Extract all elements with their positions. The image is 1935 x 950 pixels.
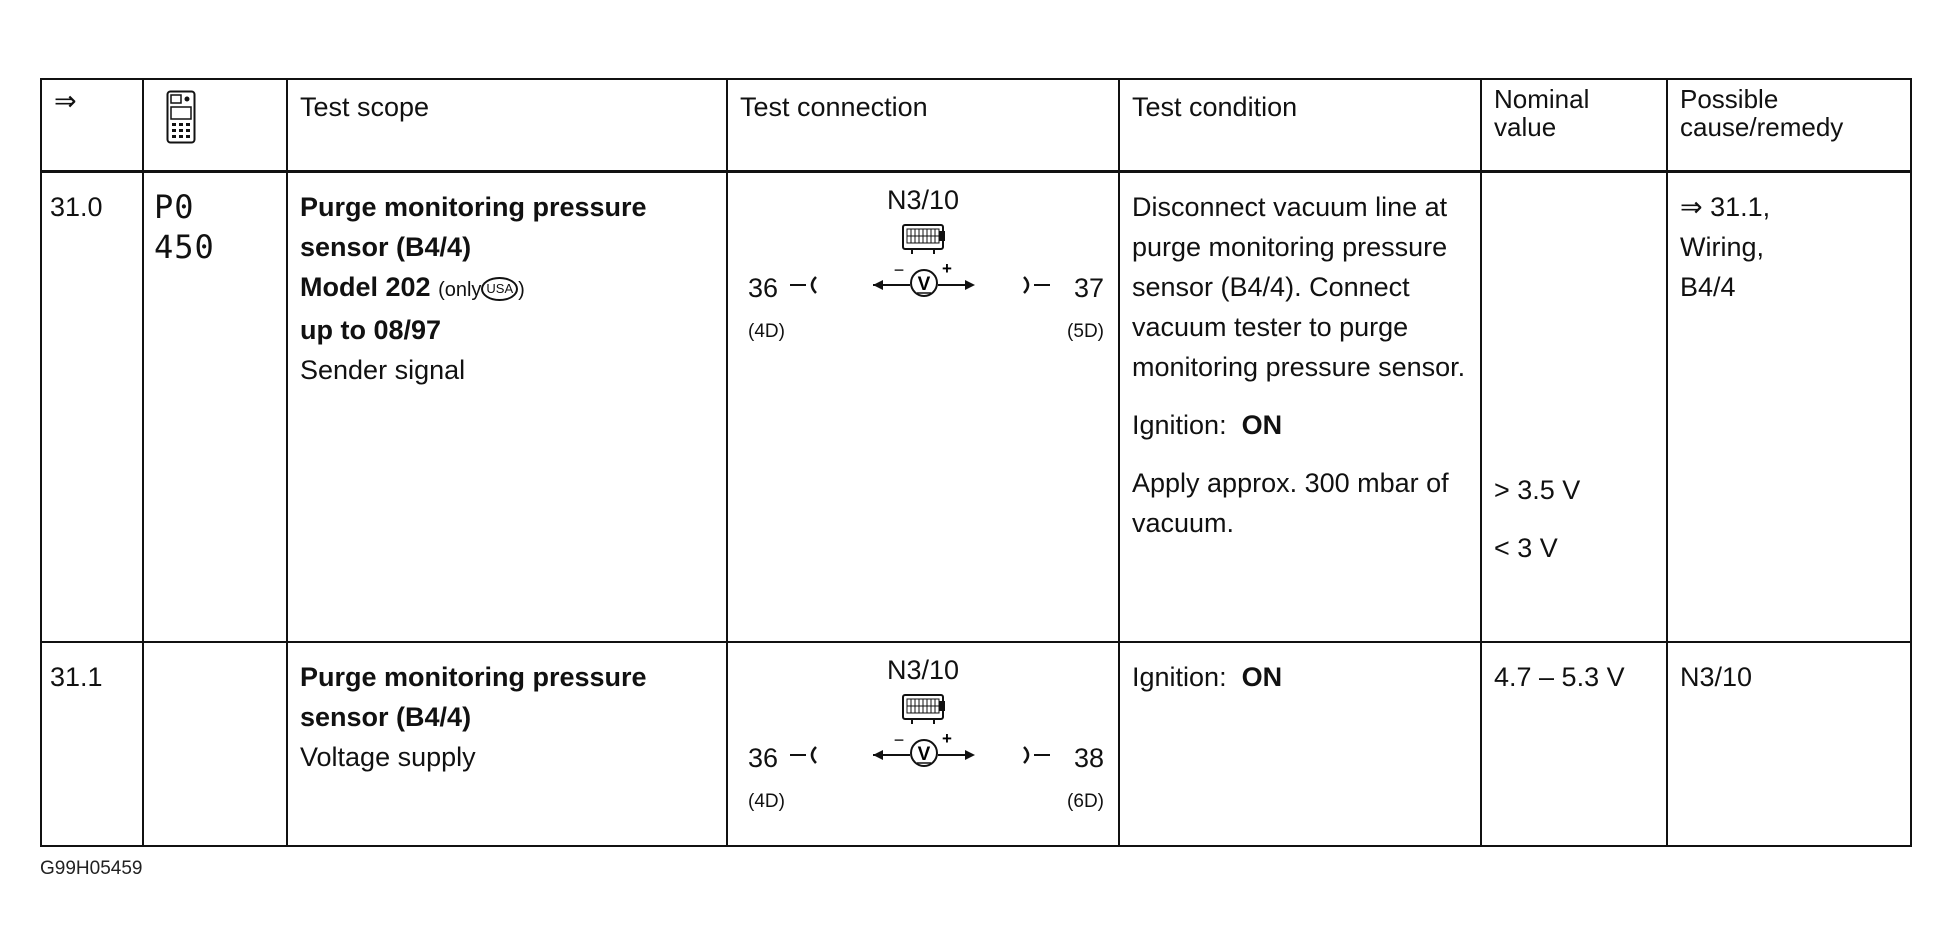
- meter-symbol: V: [917, 743, 931, 765]
- tester-device-icon: [166, 90, 196, 144]
- remedy-line-3: B4/4: [1680, 272, 1736, 302]
- remedy-cell: [1667, 172, 1911, 642]
- test-condition-cell: [1119, 642, 1481, 846]
- component-label: N3/10: [886, 185, 960, 215]
- meter-plus: +: [942, 728, 952, 748]
- nominal-value-1: 4.7 – 5.3 V: [1494, 661, 1625, 692]
- step-number: 31.1: [50, 661, 103, 692]
- ignition-label: Ignition:: [1132, 661, 1227, 692]
- pin-left-sub: (4D): [748, 321, 785, 342]
- connector-schematic: [728, 173, 1118, 343]
- pin-right: 38: [1073, 742, 1104, 773]
- scope-model-note-prefix: (only: [438, 279, 482, 301]
- meter-minus: −: [893, 260, 905, 280]
- pin-left: 36: [748, 273, 779, 303]
- scope-model-note-suffix: ): [518, 279, 525, 301]
- voltmeter-icon: [873, 259, 975, 296]
- test-condition-cell: [1119, 172, 1481, 642]
- voltmeter-icon: [873, 729, 975, 766]
- condition-vacuum-setup: Disconnect vacuum line at purge monitoring pressure sensor (B4/4). Connect vacuum tester to purge monitoring pressure sensor.: [1132, 192, 1466, 382]
- test-connection-cell: [727, 642, 1119, 846]
- ignition-state: ON: [1241, 410, 1283, 440]
- pin-right-sub: (5D): [1067, 321, 1104, 342]
- figure-id: G99H05459: [40, 858, 143, 879]
- header-test-scope: Test scope: [287, 79, 727, 172]
- header-test-condition: Test condition: [1119, 79, 1481, 172]
- condition-ignition: [1132, 643, 1468, 697]
- remedy-cell: [1667, 642, 1911, 846]
- meter-symbol: V: [917, 274, 931, 295]
- connection-diagram: [728, 173, 1118, 343]
- diagnostic-table-sheet: [40, 78, 1910, 847]
- ignition-label: Ignition:: [1132, 410, 1227, 440]
- table-row: [41, 642, 1911, 846]
- scope-date: up to 08/97: [300, 315, 442, 345]
- condition-ignition: [1132, 405, 1468, 445]
- condition-apply-vacuum: Apply approx. 300 mbar of vacuum.: [1132, 468, 1449, 538]
- connector-icon: [903, 225, 945, 254]
- header-arrow: ⇒: [41, 79, 143, 172]
- ignition-state: ON: [1241, 661, 1283, 692]
- step-number-cell: [41, 172, 143, 642]
- pin-left-sub: (4D): [748, 790, 785, 812]
- component-label: N3/10: [886, 654, 960, 685]
- pin-right-sub: (6D): [1067, 790, 1104, 812]
- meter-plus: +: [942, 259, 952, 278]
- connection-diagram: [728, 643, 1118, 813]
- test-scope-cell: [287, 642, 727, 846]
- fault-code: P0 450: [154, 188, 215, 266]
- scope-signal: Sender signal: [300, 355, 466, 385]
- nominal-value-2: < 3 V: [1494, 533, 1558, 563]
- remedy-line-1: ⇒ 31.1,: [1680, 192, 1771, 222]
- fault-code-cell: [143, 172, 287, 642]
- test-connection-cell: [727, 172, 1119, 642]
- pin-right: 37: [1073, 273, 1104, 303]
- remedy-line-2: Wiring,: [1680, 232, 1765, 262]
- meter-minus: −: [893, 729, 905, 750]
- scope-model-line: [300, 267, 714, 310]
- scope-title: Purge monitoring pressure sensor (B4/4): [300, 661, 647, 732]
- table-header-row: [41, 79, 1911, 172]
- step-number-cell: [41, 642, 143, 846]
- nominal-value-cell: [1481, 642, 1667, 846]
- step-number: 31.0: [50, 192, 103, 222]
- scope-signal: Voltage supply: [300, 741, 476, 772]
- fault-code: [156, 643, 274, 657]
- table-row: [41, 172, 1911, 642]
- pin-left: 36: [748, 742, 779, 773]
- test-scope-cell: [287, 172, 727, 642]
- nominal-value-cell: [1481, 172, 1667, 642]
- header-test-connection: Test connection: [727, 79, 1119, 172]
- header-possible-cause: Possible cause/remedy: [1667, 79, 1911, 172]
- nominal-value-1: > 3.5 V: [1494, 475, 1581, 505]
- usa-badge: USA: [481, 277, 518, 301]
- connector-schematic: [728, 643, 1118, 813]
- remedy-line-1: N3/10: [1680, 661, 1753, 692]
- diagnostic-test-table: [40, 78, 1912, 847]
- fault-code-cell: [143, 642, 287, 846]
- scope-title: Purge monitoring pressure sensor (B4/4): [300, 192, 647, 262]
- connector-icon: [903, 695, 945, 724]
- scope-model: Model 202: [300, 272, 431, 302]
- header-nominal-value: Nominal value: [1481, 79, 1667, 172]
- header-tester-cell: [143, 79, 287, 172]
